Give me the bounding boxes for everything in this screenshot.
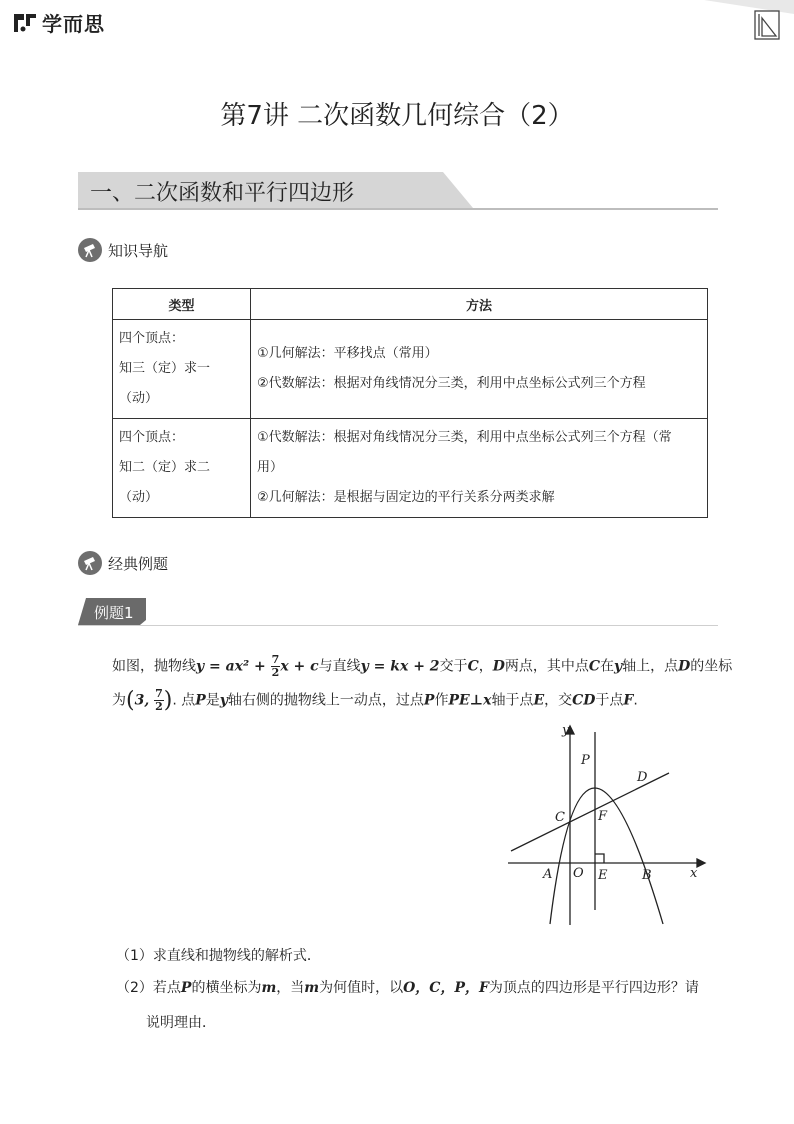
table-row <box>113 320 708 419</box>
example-divider <box>78 625 718 626</box>
type-line: （动） <box>119 490 159 505</box>
example-tag-label: 例题1 <box>94 604 134 622</box>
brand-logo <box>14 8 105 37</box>
ruler-triangle-icon <box>754 10 780 40</box>
method-line: ②几何解法：是根据与固定边的平行关系分两类求解 <box>257 490 555 505</box>
label-f: F <box>598 809 608 824</box>
label-e: E <box>598 868 608 883</box>
label-d: D <box>637 770 648 785</box>
section-heading-bar <box>78 172 718 210</box>
brand-mark-icon <box>14 12 38 34</box>
knowledge-subheading <box>78 238 168 262</box>
label-o: O <box>573 866 584 881</box>
type-line: 知二（定）求二 <box>119 460 211 475</box>
fraction: $\frac{7}{2}$ <box>271 653 280 679</box>
table-cell-method <box>251 320 708 419</box>
methods-table <box>112 288 708 518</box>
label-p: P <box>581 753 590 768</box>
table-header-row <box>113 289 708 320</box>
type-line: 四个顶点： <box>119 331 185 346</box>
type-line: 知三（定）求一 <box>119 361 211 376</box>
telescope-icon <box>78 238 102 262</box>
examples-heading: 经典例题 <box>108 554 169 573</box>
problem-line-2: 为(3, $\frac{7}{2}$ ). 点P是y轴右侧的抛物线上一动点，过点P作PE⊥x轴于点E，交CD于点F. <box>112 687 638 713</box>
question-1: （1）求直线和抛物线的解析式． <box>116 948 321 964</box>
label-b: B <box>642 868 652 883</box>
brand-name: 学而思 <box>42 12 105 36</box>
example-tag <box>78 598 146 625</box>
table-cell-type <box>113 419 251 518</box>
right-angle-mark <box>595 854 604 863</box>
telescope-icon <box>78 551 102 575</box>
examples-subheading <box>78 551 168 575</box>
knowledge-heading: 知识导航 <box>108 241 169 260</box>
type-line: 四个顶点： <box>119 430 185 445</box>
x-axis-arrow <box>697 859 705 867</box>
section-heading: 一、二次函数和平行四边形 <box>90 181 355 206</box>
table-header-method: 方法 <box>251 289 708 320</box>
question-2-continued: 说明理由． <box>146 1015 216 1031</box>
problem-line-1: 如图，抛物线y = ax² + $\frac{7}{2}$ x + c与直线y = kx + 2交于C，D两点，其中点C在y轴上，点D的坐标 <box>112 653 733 679</box>
method-line: ①代数解法：根据对角线情况分三类，利用中点坐标公式列三个方程（常 <box>257 430 672 445</box>
method-line: ①几何解法：平移找点（常用） <box>257 346 438 361</box>
question-2: （2）若点P的横坐标为m，当m为何值时，以O，C，P，F为顶点的四边形是平行四边形？请 <box>116 980 699 996</box>
table-header-type: 类型 <box>113 289 251 320</box>
label-y: y <box>562 723 570 738</box>
table-cell-method <box>251 419 708 518</box>
type-line: （动） <box>119 391 159 406</box>
label-a: A <box>543 867 553 882</box>
table-row <box>113 419 708 518</box>
page-title: 第7讲 二次函数几何综合（2） <box>220 101 574 131</box>
method-line: 用） <box>257 460 284 475</box>
table-cell-type <box>113 320 251 419</box>
fraction: $\frac{7}{2}$ <box>155 687 163 713</box>
label-c: C <box>555 810 565 825</box>
label-x: x <box>690 866 698 881</box>
method-line: ②代数解法：根据对角线情况分三类，利用中点坐标公式列三个方程 <box>257 376 646 391</box>
parabola-figure <box>505 720 710 930</box>
